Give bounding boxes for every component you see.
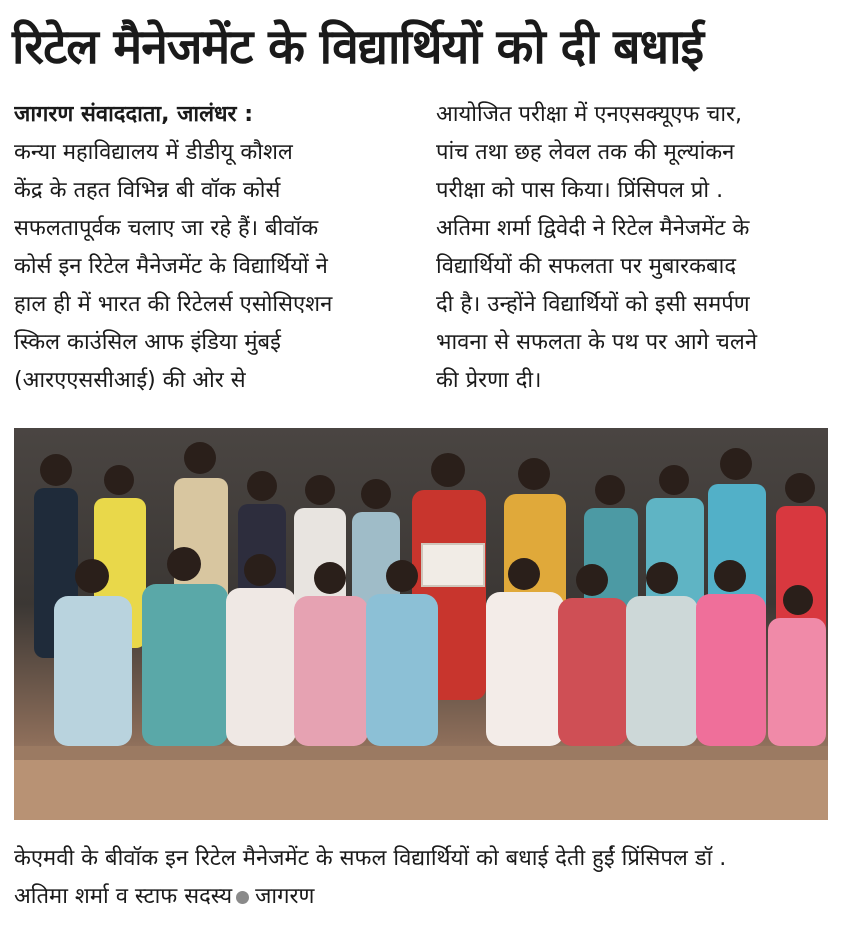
body-line: अतिमा शर्मा द्विवेदी ने रिटेल मैनेजमेंट के	[436, 216, 750, 241]
headline: रिटेल मैनेजमेंट के विद्यार्थियों को दी बधाई	[12, 19, 704, 75]
caption-line	[14, 878, 834, 916]
caption-line-text: अतिमा शर्मा व स्टाफ सदस्य	[14, 884, 233, 909]
caption-line: केएमवी के बीवॉक इन रिटेल मैनेजमेंट के सफल विद्यार्थियों को बधाई देती हुईं प्रिंसिपल डॉ .	[14, 846, 727, 871]
body-line: कोर्स इन रिटेल मैनेजमेंट के विद्यार्थियों ने	[14, 254, 328, 279]
body-line: कन्या महाविद्यालय में डीडीयू कौशल	[14, 140, 293, 165]
article-column-right	[436, 96, 836, 400]
certificate	[422, 544, 484, 586]
photo-caption	[14, 840, 834, 916]
body-line: केंद्र के तहत विभिन्न बी वॉक कोर्स	[14, 178, 281, 203]
group-photo-illustration	[14, 428, 828, 820]
body-line: सफलतापूर्वक चलाए जा रहे हैं। बीवॉक	[14, 216, 319, 241]
group-photo	[14, 428, 828, 820]
body-line: हाल ही में भारत की रिटेलर्स एसोसिएशन	[14, 292, 333, 317]
body-line: की प्रेरणा दी।	[436, 368, 542, 393]
caption-credit: जागरण	[255, 884, 315, 909]
body-line: परीक्षा को पास किया। प्रिंसिपल प्रो .	[436, 178, 724, 203]
body-line: स्किल काउंसिल आफ इंडिया मुंबई	[14, 330, 281, 355]
bullet-dot-icon	[236, 891, 249, 904]
article-column-left	[14, 96, 424, 400]
byline: जागरण संवाददाता, जालंधर :	[14, 102, 254, 127]
body-line: आयोजित परीक्षा में एनएसक्यूएफ चार,	[436, 102, 743, 127]
body-line: दी है। उन्होंने विद्यार्थियों को इसी समर्पण	[436, 292, 750, 317]
body-line: विद्यार्थियों की सफलता पर मुबारकबाद	[436, 254, 737, 279]
stage-edge	[14, 746, 828, 760]
stage-floor	[14, 758, 828, 820]
body-line: (आरएएससीआई) की ओर से	[14, 368, 246, 393]
body-line: पांच तथा छह लेवल तक की मूल्यांकन	[436, 140, 735, 165]
body-line: भावना से सफलता के पथ पर आगे चलने	[436, 330, 758, 355]
